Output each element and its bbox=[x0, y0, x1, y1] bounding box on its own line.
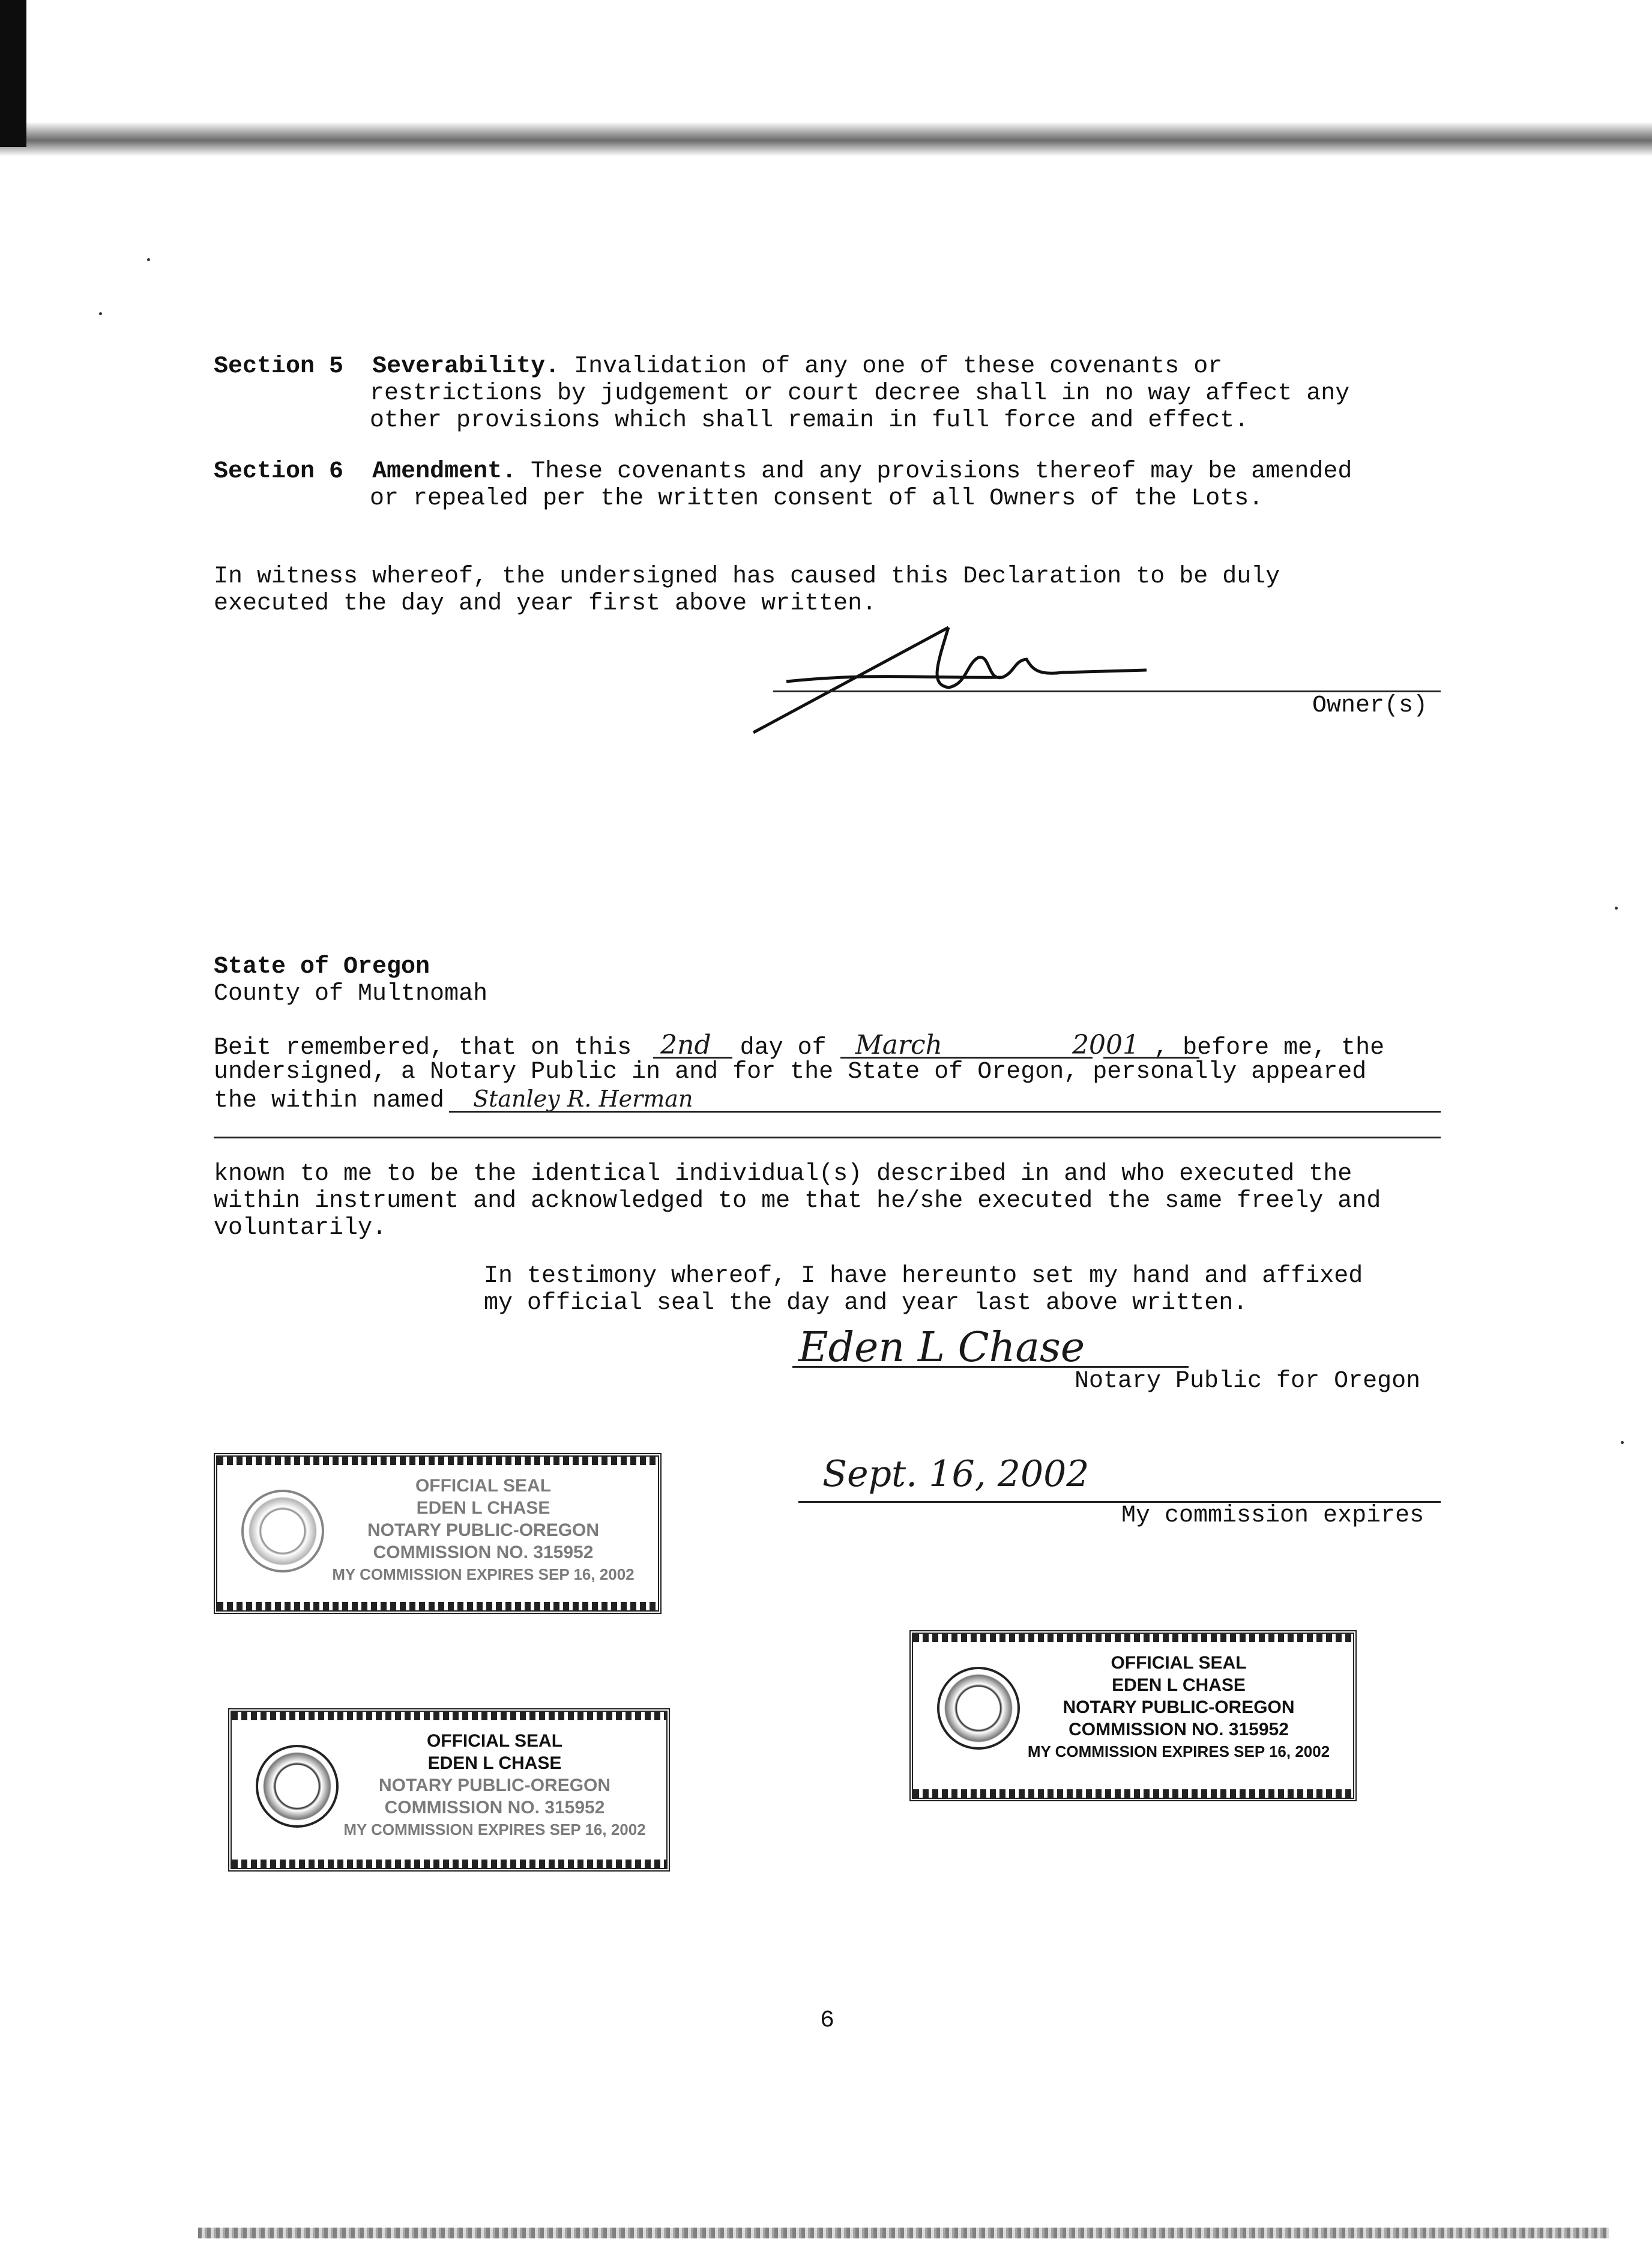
section-6-line-1 bbox=[214, 458, 1352, 485]
state-seal-emblem bbox=[937, 1667, 1020, 1750]
testimony-line-2: my official seal the day and year last above written. bbox=[484, 1290, 1248, 1317]
seal-border bbox=[232, 1712, 666, 1720]
witness-line-2: executed the day and year first above written. bbox=[214, 590, 877, 617]
seal-border bbox=[217, 1457, 658, 1465]
section-6-line-2: or repealed per the written consent of all Owners of the Lots. bbox=[370, 485, 1264, 512]
section-5-title: Severability. bbox=[372, 353, 560, 380]
seal-border bbox=[232, 1860, 666, 1868]
section-5-line-3: other provisions which shall remain in full force and effect. bbox=[370, 407, 1249, 434]
testimony-line-1: In testimony whereof, I have hereunto set my hand and affixed bbox=[484, 1263, 1363, 1290]
section-6-label: Section 6 bbox=[214, 458, 344, 485]
notary-label: Notary Public for Oregon bbox=[1075, 1368, 1421, 1395]
known-line-1: known to me to be the identical individual(s) described in and who executed the bbox=[214, 1161, 1352, 1188]
acknowledgment-line-2: undersigned, a Notary Public in and for the State of Oregon, personally appeared bbox=[214, 1059, 1367, 1086]
scan-left-shadow bbox=[0, 0, 26, 147]
owner-label: Owner(s) bbox=[1312, 692, 1428, 719]
day-handwritten: 2nd bbox=[660, 1030, 711, 1060]
seal-border bbox=[217, 1602, 658, 1610]
scan-top-edge bbox=[0, 0, 1652, 156]
known-line-3: voluntarily. bbox=[214, 1215, 387, 1242]
owner-signature bbox=[750, 612, 1159, 745]
seal-text: OFFICIAL SEAL EDEN L CHASE NOTARY PUBLIC-OREGON COMMISSION NO. 315952 MY COMMISSION EXPIRES SEP 16, 2002 bbox=[1027, 1653, 1330, 1760]
named-person-blank bbox=[449, 1111, 1441, 1113]
notary-seal-stamp bbox=[228, 1708, 670, 1872]
year-handwritten: 2001 bbox=[1072, 1030, 1140, 1060]
section-5-line-2: restrictions by judgement or court decree shall in no way affect any bbox=[370, 380, 1350, 407]
county-line: County of Multnomah bbox=[214, 980, 488, 1008]
acknowledgment-line-3: the within named Stanley R. Herman bbox=[214, 1086, 693, 1114]
notary-signature: Eden L Chase bbox=[798, 1324, 1085, 1371]
scan-speck bbox=[1621, 1441, 1624, 1444]
commission-date-handwritten: Sept. 16, 2002 bbox=[822, 1453, 1090, 1495]
notary-seal-stamp bbox=[909, 1630, 1357, 1801]
state-seal-emblem bbox=[241, 1490, 324, 1573]
known-line-2: within instrument and acknowledged to me that he/she executed the same freely and bbox=[214, 1188, 1381, 1215]
section-5-text: Invalidation of any one of these covenants or bbox=[559, 353, 1223, 380]
named-person-handwritten: Stanley R. Herman bbox=[473, 1086, 693, 1112]
extra-name-blank bbox=[214, 1137, 1441, 1138]
seal-text: OFFICIAL SEAL EDEN L CHASE NOTARY PUBLIC-OREGON COMMISSION NO. 315952 MY COMMISSION EXPIRES SEP 16, 2002 bbox=[343, 1731, 646, 1839]
scan-bottom-edge bbox=[198, 2228, 1609, 2238]
scan-speck bbox=[1615, 907, 1618, 910]
month-handwritten: March bbox=[855, 1030, 943, 1060]
witness-line-1: In witness whereof, the undersigned has caused this Declaration to be duly bbox=[214, 563, 1280, 590]
seal-text: OFFICIAL SEAL EDEN L CHASE NOTARY PUBLIC-OREGON COMMISSION NO. 315952 MY COMMISSION EXPIRES SEP 16, 2002 bbox=[332, 1476, 635, 1583]
seal-border bbox=[913, 1789, 1353, 1798]
section-5-line-1 bbox=[214, 353, 1222, 380]
section-5-label: Section 5 bbox=[214, 353, 344, 380]
scan-speck bbox=[147, 258, 150, 261]
commission-label: My commission expires bbox=[1121, 1502, 1424, 1529]
seal-border bbox=[913, 1634, 1353, 1642]
state-seal-emblem bbox=[256, 1745, 339, 1828]
state-heading: State of Oregon bbox=[214, 953, 430, 980]
page-number: 6 bbox=[820, 2007, 835, 2034]
section-6-text: These covenants and any provisions thereof may be amended bbox=[516, 458, 1352, 485]
section-6-title: Amendment. bbox=[372, 458, 517, 485]
scan-speck bbox=[99, 312, 102, 315]
acknowledgment-line-1: Beit remembered, that on this 2nd day of March 2001 , before me, the bbox=[214, 1030, 1385, 1062]
notary-seal-stamp bbox=[214, 1453, 662, 1614]
